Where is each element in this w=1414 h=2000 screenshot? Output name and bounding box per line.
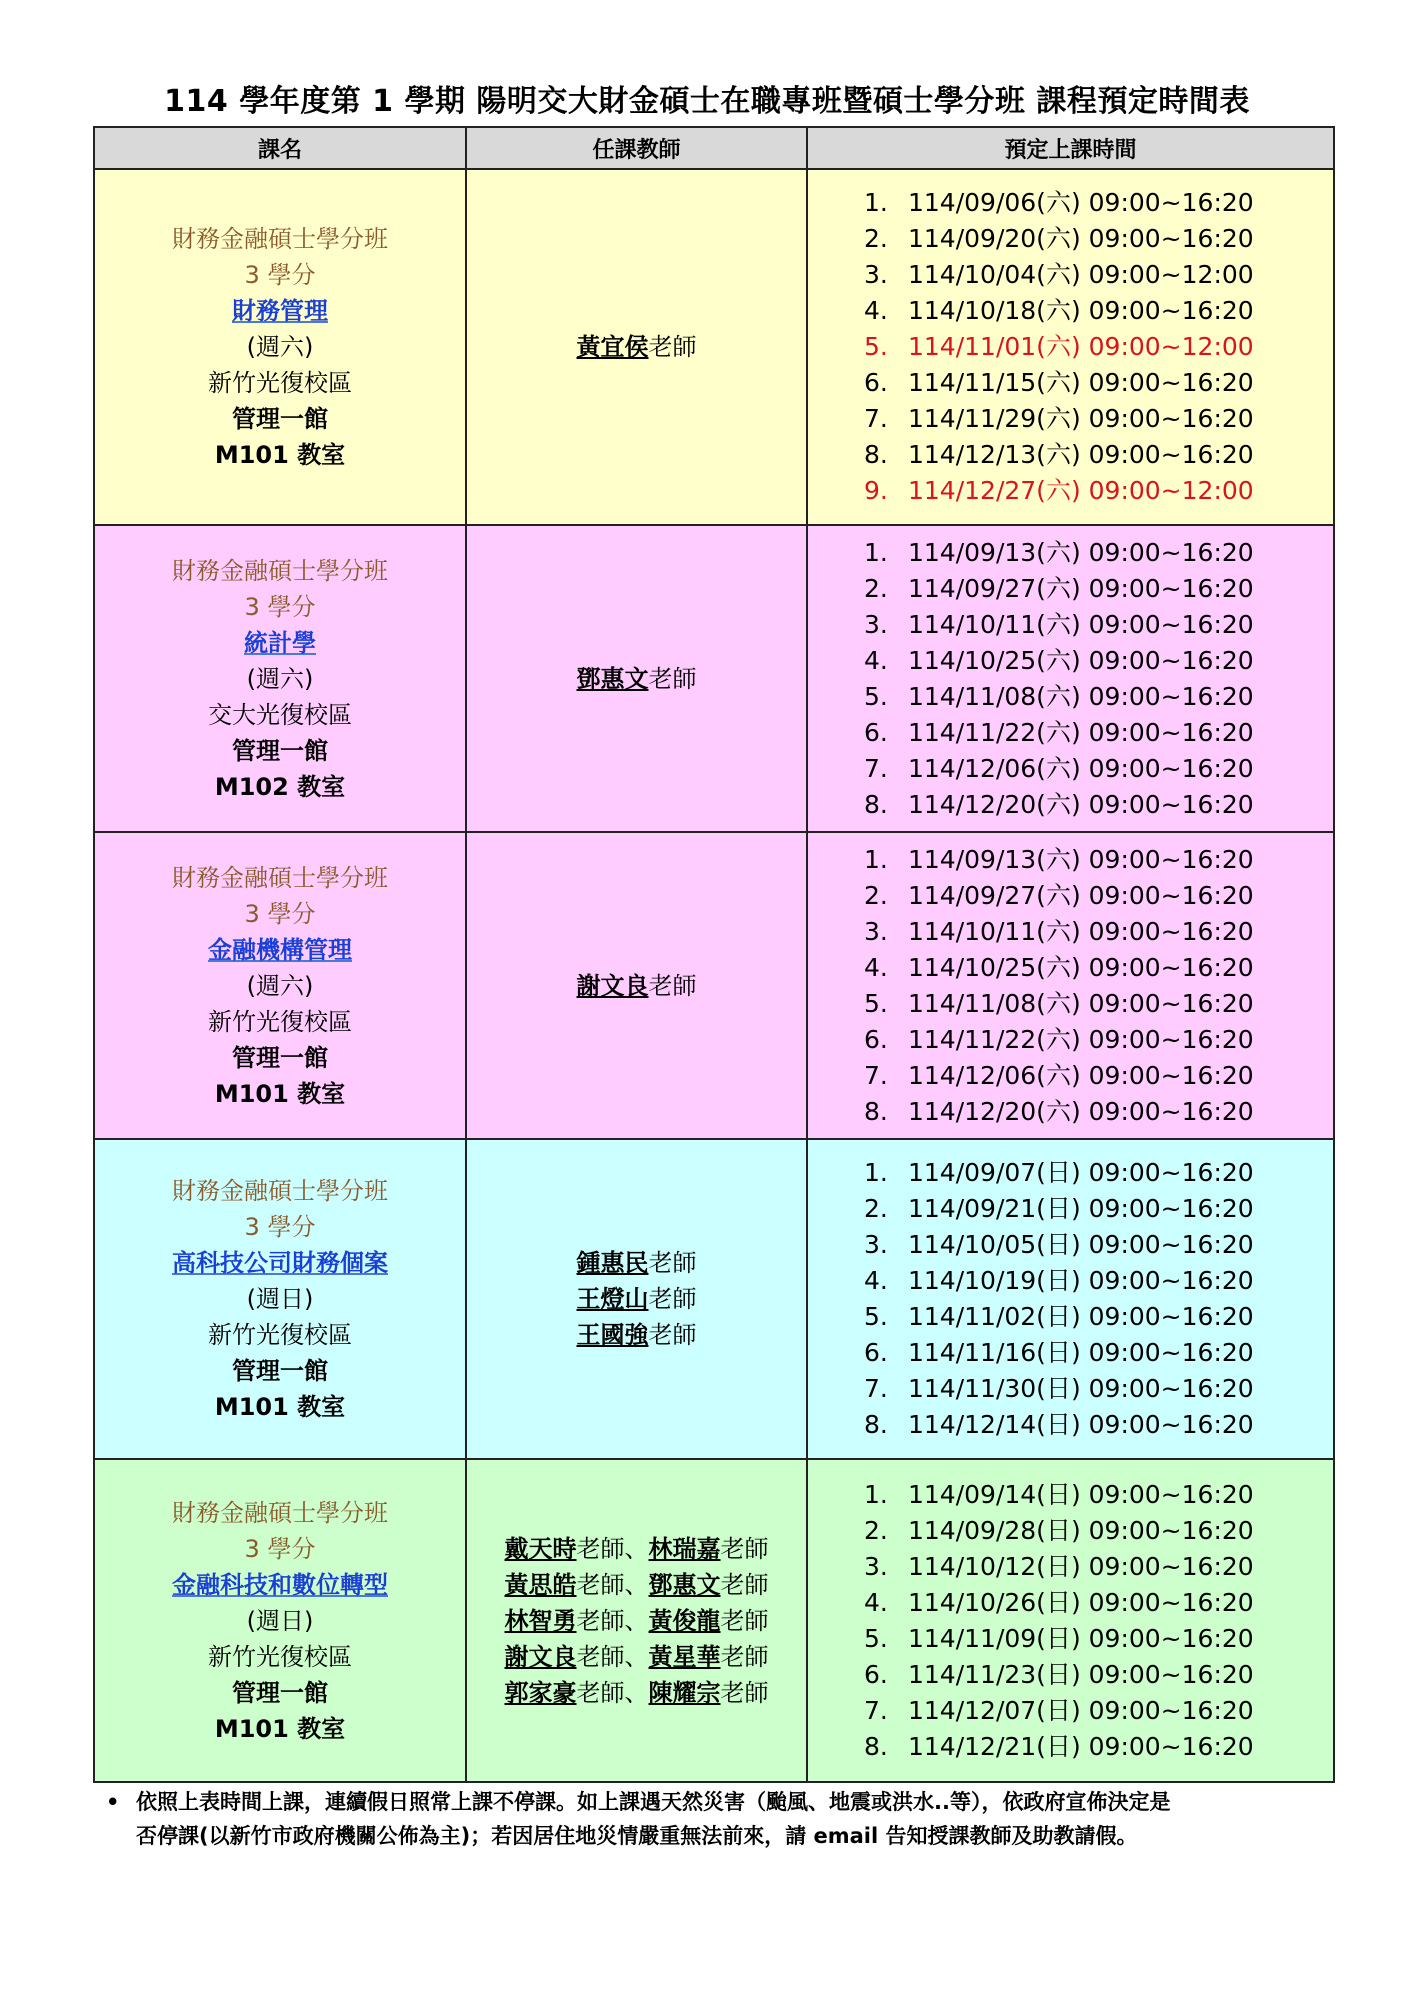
teacher-suffix: 老師	[576, 1642, 625, 1671]
separator: 、	[624, 1534, 649, 1563]
session-time: 114/10/25(六) 09:00~16:20	[908, 645, 1254, 675]
course-line	[95, 589, 465, 625]
teacher-line	[467, 1639, 806, 1675]
session-time: 114/10/18(六) 09:00~16:20	[908, 296, 1254, 325]
course-line	[95, 661, 465, 697]
teacher-name: 郭家豪	[504, 1678, 577, 1707]
course-line	[95, 437, 465, 473]
teacher-name: 王國強	[576, 1321, 649, 1349]
session-number: 2.	[864, 573, 888, 603]
session-date	[864, 1022, 1333, 1058]
session-time: 114/12/07(日) 09:00~16:20	[908, 1695, 1254, 1725]
session-number: 5.	[864, 332, 888, 361]
session-time: 114/09/07(日) 09:00~16:20	[908, 1158, 1254, 1187]
course-line	[95, 553, 465, 589]
course-line	[95, 1353, 465, 1389]
session-number: 8.	[864, 789, 888, 819]
session-date	[864, 751, 1333, 787]
course-row	[94, 1139, 1334, 1459]
teacher-name: 鍾惠民	[576, 1249, 649, 1277]
session-date	[864, 293, 1333, 329]
session-time: 114/12/13(六) 09:00~16:20	[908, 440, 1254, 469]
teacher-line	[467, 1531, 806, 1567]
session-time: 114/10/12(日) 09:00~16:20	[908, 1551, 1254, 1581]
course-line	[95, 1173, 465, 1209]
session-number: 8.	[864, 1410, 888, 1439]
session-number: 4.	[864, 1266, 888, 1295]
session-number: 4.	[864, 952, 888, 982]
header-teacher: 任課教師	[466, 127, 807, 169]
course-building: 管理一館	[232, 1357, 328, 1385]
course-line	[95, 697, 465, 733]
course-room: M101 教室	[214, 1714, 346, 1743]
session-number: 1.	[864, 1158, 888, 1187]
session-time: 114/10/04(六) 09:00~12:00	[908, 260, 1254, 289]
session-number: 2.	[864, 224, 888, 253]
session-time: 114/09/27(六) 09:00~16:20	[908, 880, 1254, 910]
session-time: 114/11/15(六) 09:00~16:20	[908, 368, 1254, 397]
session-time: 114/11/30(日) 09:00~16:20	[908, 1374, 1254, 1403]
course-day: (週日)	[246, 1285, 314, 1313]
course-line	[95, 932, 465, 968]
course-program: 財務金融碩士學分班	[172, 556, 388, 585]
session-number: 6.	[864, 368, 888, 397]
course-campus: 新竹光復校區	[208, 1007, 352, 1036]
course-line	[95, 1389, 465, 1425]
course-row	[94, 525, 1334, 832]
course-credits: 3 學分	[244, 1534, 316, 1563]
session-date	[864, 607, 1333, 643]
teacher-line	[467, 1675, 806, 1711]
course-line	[95, 257, 465, 293]
session-number: 1.	[864, 1479, 888, 1509]
course-room: M102 教室	[214, 772, 346, 801]
session-time: 114/09/06(六) 09:00~16:20	[908, 188, 1254, 217]
session-date	[864, 257, 1333, 293]
course-line	[95, 1711, 465, 1747]
session-time: 114/09/20(六) 09:00~16:20	[908, 224, 1254, 253]
course-line	[95, 1675, 465, 1711]
teacher-line	[467, 1567, 806, 1603]
session-time: 114/09/14(日) 09:00~16:20	[908, 1479, 1254, 1509]
session-time: 114/12/14(日) 09:00~16:20	[908, 1410, 1254, 1439]
session-date	[864, 571, 1333, 607]
teacher-suffix: 老師	[720, 1642, 769, 1671]
course-row	[94, 832, 1334, 1139]
session-number: 7.	[864, 1695, 888, 1725]
header-schedule: 預定上課時間	[807, 127, 1334, 169]
teacher-line	[467, 1245, 806, 1281]
session-date	[864, 643, 1333, 679]
session-date	[864, 878, 1333, 914]
session-date	[864, 365, 1333, 401]
session-date	[864, 715, 1333, 751]
session-number: 2.	[864, 1194, 888, 1223]
header-course: 課名	[94, 127, 466, 169]
course-room: M101 教室	[214, 1393, 346, 1421]
course-info	[94, 832, 466, 1139]
notice-line: 否停課(以新竹市政府機關公佈為主)；若因居住地災情嚴重無法前來，請 email 告知授課教師及助教請假。	[136, 1824, 1138, 1848]
course-program: 財務金融碩士學分班	[172, 863, 388, 892]
course-row	[94, 169, 1334, 525]
teacher-suffix: 老師	[720, 1606, 769, 1635]
teacher-suffix: 老師	[576, 1678, 625, 1707]
session-number: 3.	[864, 1551, 888, 1581]
session-time: 114/11/29(六) 09:00~16:20	[908, 404, 1254, 433]
course-line	[95, 1209, 465, 1245]
course-line	[95, 1317, 465, 1353]
course-credits: 3 學分	[244, 261, 316, 289]
session-time: 114/11/01(六) 09:00~12:00	[908, 332, 1254, 361]
teacher-suffix: 老師	[648, 1285, 697, 1313]
course-line	[95, 625, 465, 661]
course-line	[95, 733, 465, 769]
teacher-name: 陳耀宗	[648, 1678, 721, 1707]
bullet-icon: •	[106, 1790, 120, 1814]
course-line	[95, 1567, 465, 1603]
session-date	[864, 950, 1333, 986]
course-line	[95, 1004, 465, 1040]
course-line	[95, 968, 465, 1004]
teacher-name: 鄧惠文	[576, 664, 649, 693]
course-program: 財務金融碩士學分班	[172, 225, 388, 253]
course-credits: 3 學分	[244, 899, 316, 928]
session-time: 114/11/22(六) 09:00~16:20	[908, 717, 1254, 747]
schedule-cell	[807, 1459, 1334, 1782]
session-time: 114/09/28(日) 09:00~16:20	[908, 1515, 1254, 1545]
teacher-suffix: 老師	[648, 664, 697, 693]
course-name-link[interactable]: 統計學	[244, 628, 316, 657]
separator: 、	[624, 1606, 649, 1635]
teacher-name: 黃俊龍	[648, 1606, 721, 1635]
course-line	[95, 860, 465, 896]
session-number: 8.	[864, 1096, 888, 1126]
teacher-cell	[466, 169, 807, 525]
session-number: 4.	[864, 645, 888, 675]
session-number: 7.	[864, 404, 888, 433]
session-number: 5.	[864, 1623, 888, 1653]
teacher-name: 林瑞嘉	[648, 1534, 721, 1563]
teacher-suffix: 老師	[576, 1570, 625, 1599]
session-date	[864, 1693, 1333, 1729]
course-campus: 新竹光復校區	[208, 1642, 352, 1671]
course-line	[95, 1245, 465, 1281]
session-time: 114/12/20(六) 09:00~16:20	[908, 1096, 1254, 1126]
course-building: 管理一館	[232, 405, 328, 433]
session-time: 114/11/22(六) 09:00~16:20	[908, 1024, 1254, 1054]
session-time: 114/10/11(六) 09:00~16:20	[908, 609, 1254, 639]
session-number: 6.	[864, 717, 888, 747]
session-number: 4.	[864, 296, 888, 325]
session-date	[864, 401, 1333, 437]
course-name-link[interactable]: 金融科技和數位轉型	[172, 1570, 388, 1599]
session-number: 3.	[864, 916, 888, 946]
course-line	[95, 1639, 465, 1675]
session-number: 5.	[864, 1302, 888, 1331]
course-info	[94, 1139, 466, 1459]
teacher-name: 鄧惠文	[648, 1570, 721, 1599]
course-line	[95, 1040, 465, 1076]
session-time: 114/11/02(日) 09:00~16:20	[908, 1302, 1254, 1331]
schedule-table	[93, 126, 1335, 1783]
session-time: 114/09/27(六) 09:00~16:20	[908, 573, 1254, 603]
course-line	[95, 365, 465, 401]
session-date	[864, 1155, 1333, 1191]
teacher-suffix: 老師	[720, 1570, 769, 1599]
separator: 、	[624, 1678, 649, 1707]
session-date	[864, 1477, 1333, 1513]
session-date	[864, 329, 1333, 365]
course-name-link[interactable]: 金融機構管理	[208, 935, 352, 964]
session-number: 2.	[864, 1515, 888, 1545]
course-line	[95, 1281, 465, 1317]
course-day: (週日)	[246, 1606, 314, 1635]
course-name-link[interactable]: 高科技公司財務個案	[172, 1249, 388, 1277]
course-day: (週六)	[246, 664, 314, 693]
teacher-name: 戴天時	[504, 1534, 577, 1563]
teacher-name: 林智勇	[504, 1606, 577, 1635]
course-line	[95, 401, 465, 437]
separator: 、	[624, 1642, 649, 1671]
teacher-cell	[466, 1459, 807, 1782]
teacher-cell	[466, 1139, 807, 1459]
session-time: 114/11/08(六) 09:00~16:20	[908, 988, 1254, 1018]
session-time: 114/10/26(日) 09:00~16:20	[908, 1587, 1254, 1617]
teacher-line	[467, 968, 806, 1004]
session-number: 6.	[864, 1659, 888, 1689]
session-number: 3.	[864, 609, 888, 639]
course-building: 管理一館	[232, 1043, 328, 1072]
course-building: 管理一館	[232, 736, 328, 765]
session-date	[864, 1657, 1333, 1693]
session-date	[864, 1513, 1333, 1549]
session-time: 114/10/19(日) 09:00~16:20	[908, 1266, 1254, 1295]
session-date	[864, 1191, 1333, 1227]
session-time: 114/12/27(六) 09:00~12:00	[908, 476, 1254, 505]
session-date	[864, 679, 1333, 715]
session-time: 114/12/06(六) 09:00~16:20	[908, 1060, 1254, 1090]
teacher-suffix: 老師	[648, 1321, 697, 1349]
teacher-cell	[466, 832, 807, 1139]
session-number: 7.	[864, 753, 888, 783]
session-date	[864, 1585, 1333, 1621]
teacher-suffix: 老師	[648, 971, 697, 1000]
session-time: 114/11/09(日) 09:00~16:20	[908, 1623, 1254, 1653]
session-date	[864, 1299, 1333, 1335]
course-line	[95, 1495, 465, 1531]
teacher-name: 黃思皓	[504, 1570, 577, 1599]
teacher-line	[467, 1603, 806, 1639]
session-number: 5.	[864, 988, 888, 1018]
session-number: 7.	[864, 1374, 888, 1403]
session-date	[864, 473, 1333, 509]
session-time: 114/11/23(日) 09:00~16:20	[908, 1659, 1254, 1689]
teacher-suffix: 老師	[720, 1534, 769, 1563]
notice	[106, 1785, 1342, 1853]
schedule-cell	[807, 832, 1334, 1139]
course-program: 財務金融碩士學分班	[172, 1498, 388, 1527]
session-time: 114/11/16(日) 09:00~16:20	[908, 1338, 1254, 1367]
teacher-suffix: 老師	[648, 1249, 697, 1277]
course-name-link[interactable]: 財務管理	[232, 297, 328, 325]
course-program: 財務金融碩士學分班	[172, 1177, 388, 1205]
session-time: 114/10/05(日) 09:00~16:20	[908, 1230, 1254, 1259]
course-line	[95, 329, 465, 365]
session-time: 114/09/13(六) 09:00~16:20	[908, 537, 1254, 567]
session-number: 1.	[864, 844, 888, 874]
session-date	[864, 221, 1333, 257]
teacher-line	[467, 329, 806, 365]
course-line	[95, 896, 465, 932]
session-date	[864, 1407, 1333, 1443]
course-line	[95, 769, 465, 805]
course-campus: 新竹光復校區	[208, 369, 352, 397]
session-number: 1.	[864, 188, 888, 217]
session-number: 3.	[864, 1230, 888, 1259]
session-date	[864, 437, 1333, 473]
course-info	[94, 1459, 466, 1782]
session-time: 114/09/13(六) 09:00~16:20	[908, 844, 1254, 874]
course-day: (週六)	[246, 971, 314, 1000]
teacher-suffix: 老師	[576, 1606, 625, 1635]
session-number: 4.	[864, 1587, 888, 1617]
session-number: 6.	[864, 1024, 888, 1054]
session-number: 8.	[864, 440, 888, 469]
teacher-suffix: 老師	[576, 1534, 625, 1563]
teacher-line	[467, 661, 806, 697]
course-line	[95, 1076, 465, 1112]
session-time: 114/12/06(六) 09:00~16:20	[908, 753, 1254, 783]
teacher-name: 王燈山	[576, 1285, 649, 1313]
page-title: 114 學年度第 1 學期 陽明交大財金碩士在職專班暨碩士學分班 課程預定時間表	[164, 84, 1250, 119]
session-date	[864, 1729, 1333, 1765]
session-time: 114/12/21(日) 09:00~16:20	[908, 1731, 1254, 1761]
teacher-suffix: 老師	[720, 1678, 769, 1707]
session-number: 6.	[864, 1338, 888, 1367]
course-line	[95, 293, 465, 329]
course-credits: 3 學分	[244, 592, 316, 621]
session-date	[864, 787, 1333, 823]
header-row	[94, 127, 1334, 169]
separator: 、	[624, 1570, 649, 1599]
session-date	[864, 842, 1333, 878]
schedule-cell	[807, 1139, 1334, 1459]
schedule-cell	[807, 525, 1334, 832]
teacher-suffix: 老師	[648, 333, 697, 361]
course-campus: 新竹光復校區	[208, 1321, 352, 1349]
course-building: 管理一館	[232, 1678, 328, 1707]
course-info	[94, 525, 466, 832]
session-number: 7.	[864, 1060, 888, 1090]
session-date	[864, 1621, 1333, 1657]
course-line	[95, 1603, 465, 1639]
session-date	[864, 1058, 1333, 1094]
session-time: 114/10/25(六) 09:00~16:20	[908, 952, 1254, 982]
course-row	[94, 1459, 1334, 1782]
session-number: 5.	[864, 681, 888, 711]
course-campus: 交大光復校區	[208, 700, 352, 729]
session-time: 114/10/11(六) 09:00~16:20	[908, 916, 1254, 946]
course-line	[95, 1531, 465, 1567]
teacher-name: 謝文良	[576, 971, 649, 1000]
course-info	[94, 169, 466, 525]
session-date	[864, 1335, 1333, 1371]
session-number: 9.	[864, 476, 888, 505]
course-day: (週六)	[246, 333, 314, 361]
session-date	[864, 1227, 1333, 1263]
session-date	[864, 986, 1333, 1022]
notice-line: 依照上表時間上課，連續假日照常上課不停課。如上課遇天然災害（颱風、地震或洪水..等），依政府宣佈決定是	[136, 1790, 1171, 1814]
session-date	[864, 914, 1333, 950]
session-time: 114/11/08(六) 09:00~16:20	[908, 681, 1254, 711]
teacher-name: 黃星華	[648, 1642, 721, 1671]
session-date	[864, 1094, 1333, 1130]
teacher-line	[467, 1281, 806, 1317]
course-room: M101 教室	[214, 1079, 346, 1108]
course-line	[95, 221, 465, 257]
session-time: 114/12/20(六) 09:00~16:20	[908, 789, 1254, 819]
session-date	[864, 1263, 1333, 1299]
session-date	[864, 535, 1333, 571]
session-date	[864, 1371, 1333, 1407]
schedule-cell	[807, 169, 1334, 525]
teacher-name: 黃宜侯	[576, 333, 649, 361]
session-number: 2.	[864, 880, 888, 910]
session-date	[864, 1549, 1333, 1585]
course-credits: 3 學分	[244, 1213, 316, 1241]
teacher-cell	[466, 525, 807, 832]
session-number: 1.	[864, 537, 888, 567]
teacher-name: 謝文良	[504, 1642, 577, 1671]
teacher-line	[467, 1317, 806, 1353]
session-date	[864, 185, 1333, 221]
session-number: 3.	[864, 260, 888, 289]
course-room: M101 教室	[214, 441, 346, 469]
session-number: 8.	[864, 1731, 888, 1761]
session-time: 114/09/21(日) 09:00~16:20	[908, 1194, 1254, 1223]
